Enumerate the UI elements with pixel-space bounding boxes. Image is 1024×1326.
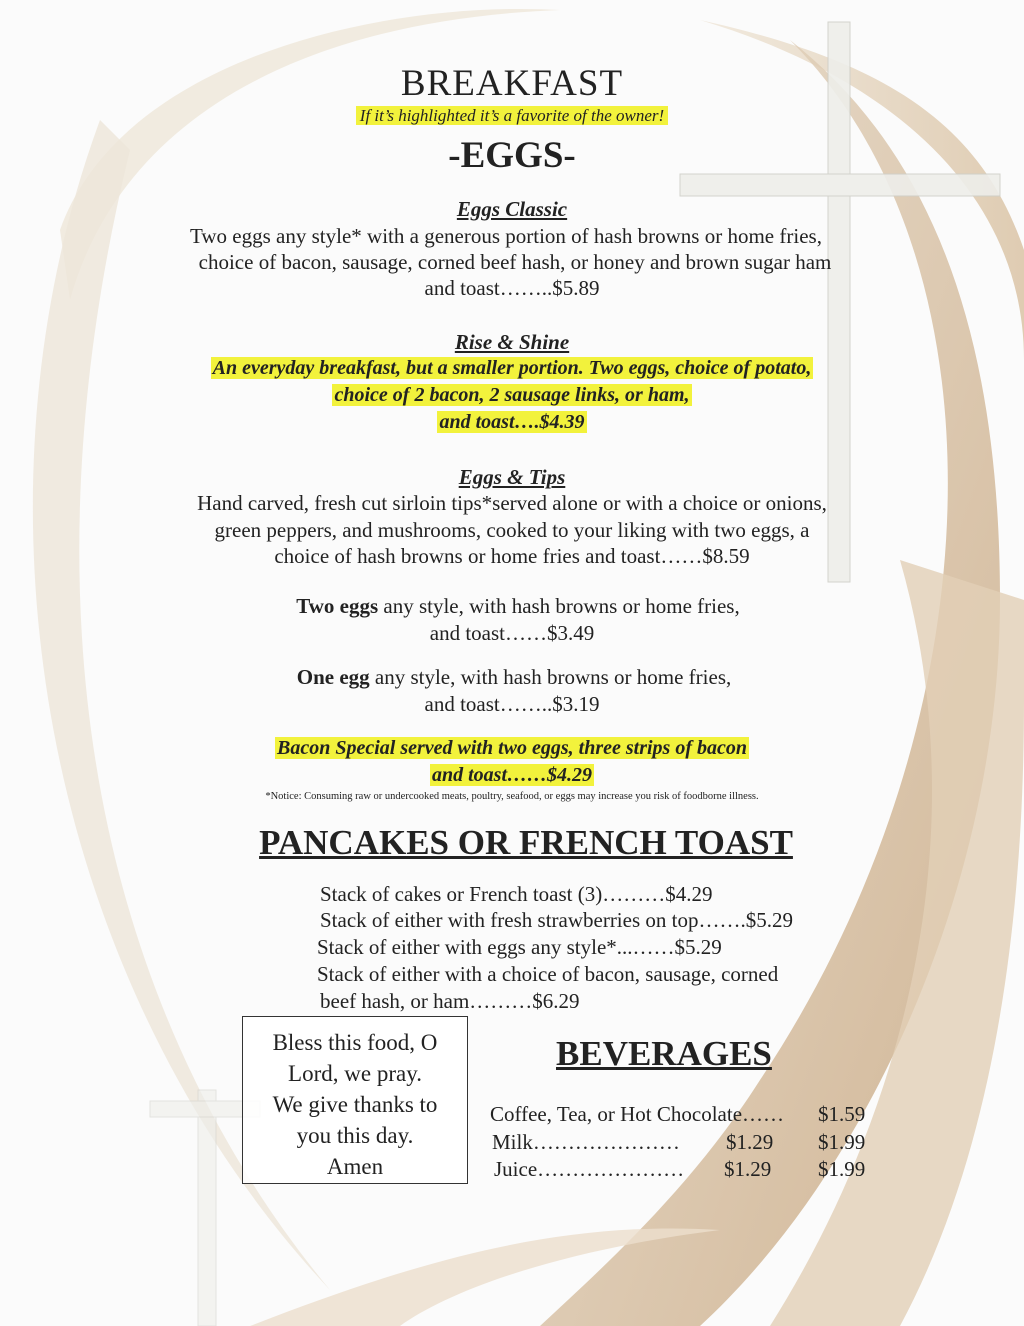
pancakes-item: beef hash, or ham………$6.29 <box>320 989 580 1013</box>
eggs-classic-price-line: and toast……..$5.89 <box>424 276 600 300</box>
rise-shine-title: Rise & Shine <box>454 330 570 354</box>
eggs-heading: -EGGS- <box>448 135 576 176</box>
two-eggs-price-line: and toast……$3.49 <box>429 621 595 645</box>
beverage-row-price-small: $1.29 <box>726 1130 774 1154</box>
bacon-special-line: Bacon Special served with two eggs, three strips of bacon <box>277 737 747 759</box>
prayer-line: Amen <box>326 1154 384 1179</box>
pancakes-item: Stack of either with a choice of bacon, sausage, corned <box>317 962 779 986</box>
pancakes-item: Stack of either with eggs any style*...……$5.29 <box>317 935 722 959</box>
rise-shine-price-line: and toast….$4.39 <box>439 411 585 433</box>
owner-favorite-note: If it’s highlighted it’s a favorite of the owner! <box>0 106 1024 126</box>
rise-shine-line: An everyday breakfast, but a smaller portion. Two eggs, choice of potato, <box>212 357 812 379</box>
page-title: BREAKFAST <box>400 63 624 104</box>
eggs-classic-title: Eggs Classic <box>456 197 568 221</box>
beverage-row-item: Coffee, Tea, or Hot Chocolate…… <box>490 1102 785 1126</box>
rise-shine-line: choice of 2 bacon, 2 sausage links, or ham, <box>334 384 690 406</box>
two-eggs-line: Two eggs any style, with hash browns or home fries, <box>296 594 740 618</box>
eggs-tips-price-line: choice of hash browns or home fries and toast……$8.59 <box>274 544 750 568</box>
prayer-line: We give thanks to <box>272 1092 438 1117</box>
eggs-classic-line: choice of bacon, sausage, corned beef hash, or honey and brown sugar ham <box>198 250 832 274</box>
prayer-line: you this day. <box>296 1123 414 1148</box>
one-egg-line: One egg any style, with hash browns or home fries, <box>296 665 732 689</box>
eggs-tips-line: green peppers, and mushrooms, cooked to your liking with two eggs, a <box>214 518 810 542</box>
beverage-row-item: Juice………………… <box>494 1157 685 1181</box>
beverages-heading: BEVERAGES <box>556 1034 772 1073</box>
eggs-tips-title: Eggs & Tips <box>458 465 566 489</box>
food-safety-notice: *Notice: Consuming raw or undercooked meats, poultry, seafood, or eggs may increase you risk of foodborne illness. <box>265 791 759 802</box>
eggs-tips-line: Hand carved, fresh cut sirloin tips*served alone or with a choice or onions, <box>197 491 827 515</box>
pancakes-item: Stack of either with fresh strawberries on top…….$5.29 <box>320 908 793 932</box>
beverage-row-price-large: $1.99 <box>818 1157 866 1181</box>
prayer-box <box>242 1016 468 1184</box>
prayer-line: Lord, we pray. <box>288 1061 422 1086</box>
beverage-row-price-large: $1.59 <box>818 1102 866 1126</box>
bacon-special-price-line: and toast……$4.29 <box>431 764 593 786</box>
beverage-row-price-small: $1.29 <box>724 1157 772 1181</box>
eggs-classic-line: Two eggs any style* with a generous portion of hash browns or home fries, <box>190 224 822 248</box>
beverage-row-price-large: $1.99 <box>818 1130 866 1154</box>
one-egg-price-line: and toast……..$3.19 <box>424 692 600 716</box>
pancakes-heading: PANCAKES OR FRENCH TOAST <box>259 823 793 862</box>
prayer-line: Bless this food, O <box>272 1030 438 1055</box>
pancakes-item: Stack of cakes or French toast (3)………$4.29 <box>320 882 713 906</box>
beverage-row-item: Milk………………… <box>492 1130 680 1154</box>
